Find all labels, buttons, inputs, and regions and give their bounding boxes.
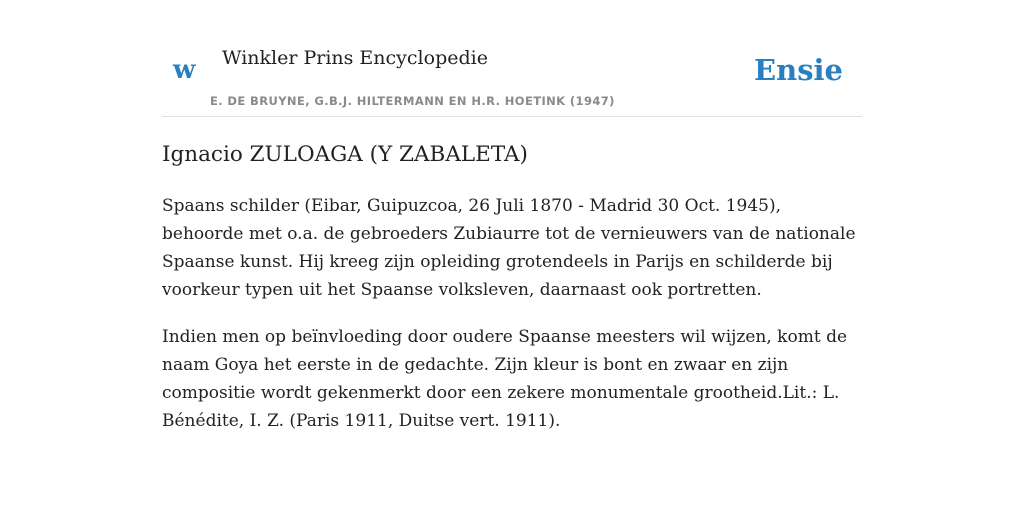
article-title: Ignacio ZULOAGA (Y ZABALETA) (162, 142, 528, 167)
article (162, 138, 862, 435)
authors-line: E. DE BRUYNE, G.B.J. HILTERMANN EN H.R. HOETINK (1947) (210, 94, 615, 108)
site-header (162, 0, 862, 117)
article-paragraph: Spaans schilder (Eibar, Guipuzcoa, 26 Juli 1870 - Madrid 30 Oct. 1945), behoorde met o.a. de gebroeders Zubiaurre tot de vernieuwers van de nationale Spaanse kunst. Hij kreeg zijn opleiding grotendeels in Parijs en schilderde bij voorkeur typen uit het Spaanse volksleven, daarnaast ook portretten. (162, 196, 856, 300)
article-paragraph: Indien men op beïnvloeding door oudere Spaanse meesters wil wijzen, komt de naam Goya het eerste in de gedachte. Zijn kleur is bont en zwaar en zijn compositie wordt gekenmerkt door een zekere monumentale grootheid.Lit.: L. Bénédite, I. Z. (Paris 1911, Duitse vert. 1911). (162, 327, 848, 431)
ensie-brand-link[interactable]: Ensie (754, 53, 843, 87)
site-title-link[interactable]: Winkler Prins Encyclopedie (222, 47, 488, 69)
site-logo-icon[interactable]: w (173, 55, 196, 85)
